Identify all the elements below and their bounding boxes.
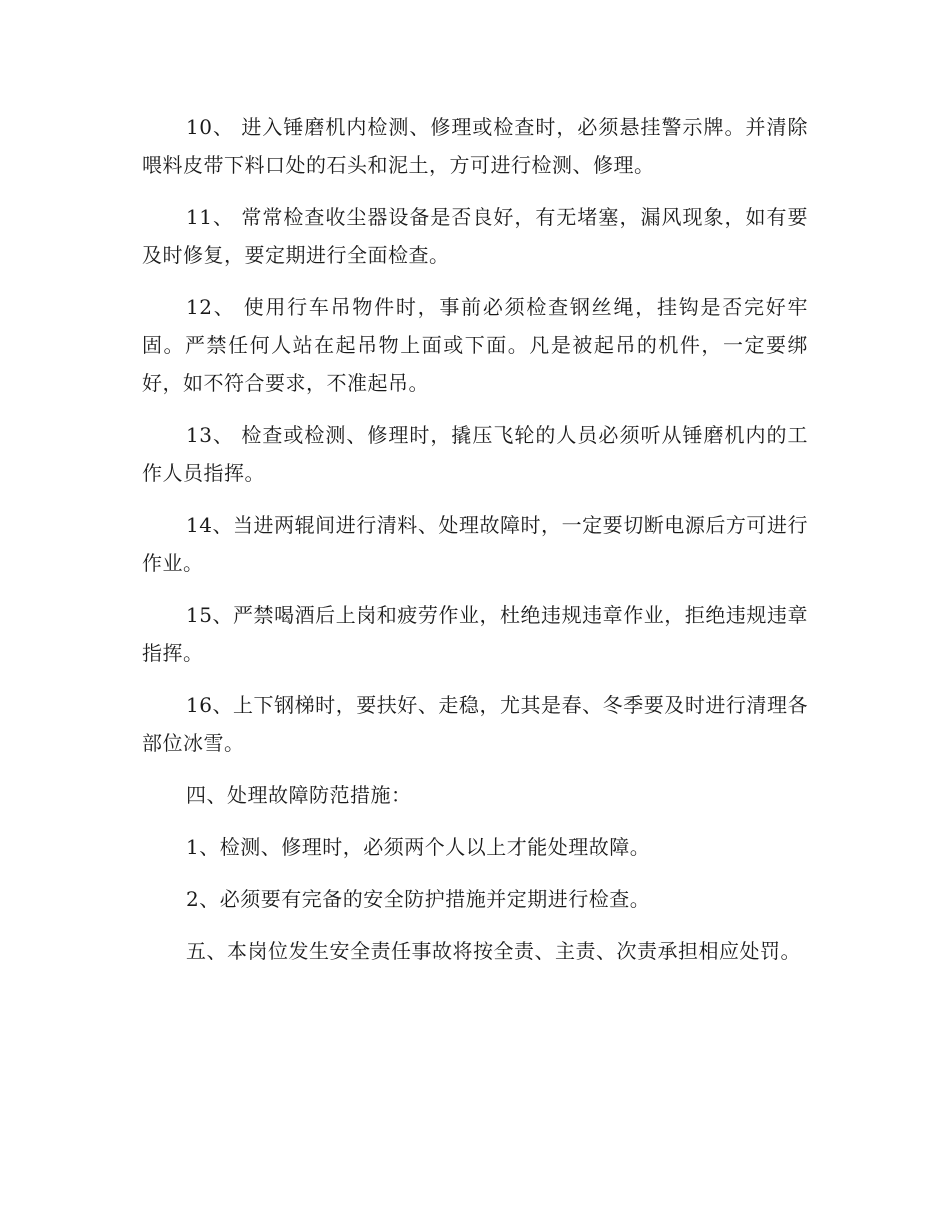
paragraph-item-13: 13、 检查或检测、修理时，撬压飞轮的人员必须听从锤磨机内的工作人员指挥。 xyxy=(142,423,808,485)
paragraph-item-11: 11、 常常检查收尘器设备是否良好，有无堵塞，漏风现象，如有要及时修复，要定期进行全面检查。 xyxy=(142,205,808,267)
section-heading-fault-prevention: 四、处理故障防范措施： xyxy=(186,783,412,807)
paragraph-item-14: 14、当进两辊间进行清料、处理故障时，一定要切断电源后方可进行作业。 xyxy=(142,513,808,575)
paragraph-item-10: 10、 进入锤磨机内检测、修理或检查时，必须悬挂警示牌。并清除喂料皮带下料口处的石头和泥土，方可进行检测、修理。 xyxy=(142,115,808,177)
paragraph-item-12: 12、 使用行车吊物件时，事前必须检查钢丝绳，挂钩是否完好牢固。严禁任何人站在起吊物上面或下面。凡是被起吊的机件，一定要绑好，如不符合要求，不准起吊。 xyxy=(142,295,808,395)
paragraph-item-15: 15、严禁喝酒后上岗和疲劳作业，杜绝违规违章作业，拒绝违规违章指挥。 xyxy=(142,603,808,665)
document-body xyxy=(142,108,808,984)
paragraph-measure-2: 2、必须要有完备的安全防护措施并定期进行检查。 xyxy=(186,887,651,911)
paragraph-section-five: 五、本岗位发生安全责任事故将按全责、主责、次责承担相应处罚。 xyxy=(186,939,801,963)
paragraph-measure-1: 1、检测、修理时，必须两个人以上才能处理故障。 xyxy=(186,835,651,859)
paragraph-item-16: 16、上下钢梯时，要扶好、走稳，尤其是春、冬季要及时进行清理各部位冰雪。 xyxy=(142,693,808,755)
